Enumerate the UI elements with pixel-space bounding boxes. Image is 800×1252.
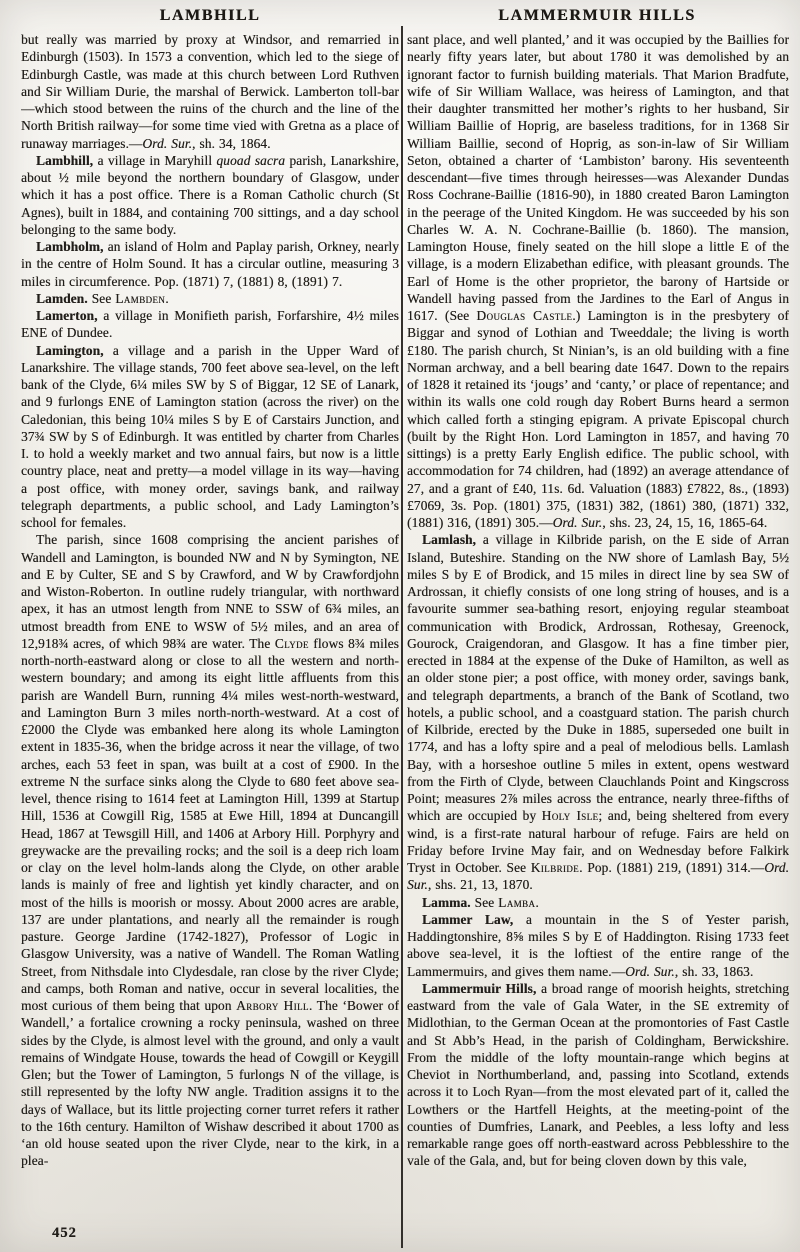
entry-headword: Lammermuir Hills, <box>422 980 537 996</box>
text-run: The parish, since 1608 comprising the ancient parishes of Wandell and Lamington, is bounded NW and N by Symington, NE and E by Culter, SE and S by Crawford, and W by Crawfordjohn and Wiston-Roberton. In outline rudely triangular, with northward apex, it has an utmost length from NNE to SSW of 6¾ miles, an utmost breadth from ENE to WSW of 5½ miles, and an area of 12,918¾ acres, of which 98¾ are water. The <box>21 532 399 651</box>
text-run: . Pop. (1881) 219, (1891) 314.— <box>579 860 765 875</box>
cross-reference: Lamba <box>498 894 536 910</box>
entry-headword: Lamlash, <box>422 532 477 548</box>
paragraph <box>21 290 399 307</box>
column-left <box>21 31 399 1227</box>
paragraph <box>407 980 789 1170</box>
entry-headword: Lambholm, <box>36 239 104 254</box>
paragraph <box>21 307 399 342</box>
text-run: a mountain in the S of Yester parish, Haddingtonshire, 8⅝ miles S by E of Haddington. Rising 1733 feet above sea-level, it is the loftiest of the entire range of the Lammermuirs, and gives them name.— <box>407 911 789 979</box>
text-run: sant place, and well planted,’ and it was occupied by the Baillies for nearly fifty years later, but about 1780 it was demolished by an ignorant factor to furnish building materials. That Marion Bradfute, wife of Sir William Wallace, was heiress of Lamington, and that their daughter transmitted her mother’s rights to her husband, Sir William Baillie of Hoprig, are baseless traditions, for in 1368 Sir William Baillie, second of Hoprig, as son-in-law of Sir William Seton, obtained a charter of ‘Lambiston’ barony. His seventeenth descendant—five times through heiresses—was Alexander Dundas Ross Cochrane-Baillie (1816-90), in 1880 created Baron Lamington in the peerage of the United Kingdom. He was succeeded by his son Charles W. A. N. Cochrane-Baillie (b. 1860). The mansion, Lamington House, finely seated on the hill slope a little E of the village, is a modern Elizabethan edifice, with pleasant grounds. The Earl of Home is the other proprietor, the barony of Hartside or Wandell having passed from the Jardines to the Earl of Angus in 1617. (See <box>407 32 789 323</box>
text-run: a broad range of moorish heights, stretching eastward from the vale of Gala Water, in the SE extremity of Midlothian, to the German Ocean at the promontories of Fast Castle and St Abb’s Head, in the parish of Coldingham, Berwickshire. From the middle of the lofty mountain-range which begins at Cheviot in Northumberland, and, passing into Scotland, extends across it to Loch Ryan—from the most elevated part of it, called the Lowthers or the Hartfell Heights, at the meeting-point of the counties of Dumfries, Lanark, and Peebles, a less lofty and less remarkable range goes off north-eastward across Pebblesshire to the vale of the Gala, and, but for being cloven down by this vale, <box>407 980 789 1169</box>
running-head-left: LAMBHILL <box>159 7 261 24</box>
text-run: parish, Lanarkshire, about ½ mile beyond the northern boundary of Glasgow, under which it has a post office. There is a Roman Catholic church (St Agnes), built in 1884, and containing 700 sittings, and a day school belonging to the same body. <box>21 152 399 237</box>
text-run: See <box>470 894 499 910</box>
cross-reference: Lambden <box>115 290 166 306</box>
cross-reference: Clyde <box>274 635 309 651</box>
text-run: a village in Maryhill <box>93 152 217 168</box>
cross-reference: Kilbride <box>530 860 580 875</box>
text-run: See <box>87 290 116 306</box>
entry-headword: Lamden. <box>36 290 88 306</box>
text-run: but really was married by proxy at Windsor, and remarried in Edinburgh (1503). In 1573 a convention, which led to the siege of Edinburgh Castle, was made at this church between Lord Ruthven and Sir William Durie, the marshal of Berwick. Lamberton toll-bar—which stood between the ruins of the church and the line of the North British railway—for some time vied with Gretna as a place of runaway marriages.— <box>21 32 399 151</box>
text-run: , shs. 23, 24, 15, 16, 1865-64. <box>602 515 768 530</box>
entry-headword: Lambhill, <box>36 152 94 168</box>
entry-headword: Lamma. <box>422 894 471 910</box>
paragraph <box>21 152 399 238</box>
paragraph <box>21 238 399 290</box>
italic-text: quoad sacra <box>216 152 285 168</box>
text-run: .) Lamington is in the presbytery of Biggar and synod of Lothian and Tweeddale; the living is worth £180. The parish church, St Ninian’s, is an old building with a fine Norman archway, and a bell bearing date 1647. Down to the repairs of 1828 it retained its ‘jougs’ and ‘canty,’ or place of repentance; and within its walls one cold rough day Robert Burns heard a sermon which called forth a stinging epigram. A private Episcopal church (built by the Right Hon. Lord Lamington in 1857, and having 70 sittings) is a pretty Early English edifice. The public school, with accommodation for 74 children, had (1892) an average attendance of 27, and a grant of £40, 11s. 6d. Valuation (1883) £7822, 8s., (1893) £7069, 3s. Pop. (1801) 375, (1831) 382, (1861) 380, (1871) 332, (1881) 316, (1891) 305.— <box>407 308 789 530</box>
italic-text: Ord. Sur. <box>142 135 193 151</box>
text-run: , shs. 21, 13, 1870. <box>427 877 533 893</box>
text-run: a village in Monifieth parish, Forfarshire, 4½ miles ENE of Dundee. <box>21 308 399 341</box>
paragraph <box>407 911 789 980</box>
text-run: a village in Kilbride parish, on the E side of Arran Island, Buteshire. Standing on the NW shore of Lamlash Bay, 5½ miles S by E of Brodick, and 15 miles in direct line by sea SW of Ardrossan, it chiefly consists of one long string of houses, and is a favourite summer sea-bathing resort, enjoying regular steamboat communication with Brodick, Ardrossan, Rothesay, Greenock, Gourock, Craigendoran, and Glasgow. It has a fine timber pier, erected in 1884 at the expense of the Duke of Hamilton, as well as an older stone pier; a post office, with money order, savings bank, and telegraph departments, a branch of the Bank of Scotland, two hotels, a public school, and a coastguard station. The parish church of Kilbride, erected by the Duke in 1885, superseded one built in 1774, and has a lofty spire and a peal of melodious bells. Lamlash Bay, with a horseshoe outline 5 miles in extent, opens westward from the Firth of Clyde, between Clauchlands Point and Kingscross Point; measures 2⅞ miles across the entrance, nearly three-fifths of which are occupied by <box>407 532 789 824</box>
text-run: . The ‘Bower of Wandell,’ a fortalice crowning a rocky peninsula, washed on three sides by the Clyde, is almost level with the ground, and only a vault remains of Windgate House, towards the head of Cowgill or Keygill Glen; but the Tower of Lamington, 5 furlongs N of the village, is still represented by the lofty NW angle. Tradition assigns it to the days of Wallace, but its little projecting corner turret refers it rather to the 16th century. Hamilton of Wishaw described it about 1700 as ‘an old house seated upon the river Clyde, near to the kirk, in a plea- <box>21 998 399 1169</box>
running-head-right: LAMMERMUIR HILLS <box>498 7 696 24</box>
italic-text: Ord. Sur. <box>407 860 789 893</box>
italic-text: Ord. Sur. <box>625 963 675 979</box>
entry-headword: Lammer Law, <box>422 911 514 927</box>
page-number: 452 <box>52 1225 77 1241</box>
text-run: , sh. 33, 1863. <box>674 963 754 979</box>
text-run: an island of Holm and Paplay parish, Orkney, nearly in the centre of Holm Sound. It has a circular outline, measuring 3 miles in circumference. Pop. (1871) 7, (1881) 8, (1891) 7. <box>21 239 399 289</box>
text-run: . <box>165 290 169 306</box>
paragraph <box>21 342 399 532</box>
entry-headword: Lamington, <box>36 342 104 358</box>
text-run: , sh. 34, 1864. <box>192 135 271 151</box>
text-run: a village and a parish in the Upper Ward of Lanarkshire. The village stands, 700 feet above sea-level, on the left bank of the Clyde, 6¼ miles SW by S of Biggar, 12 SE of Lanark, and 9 furlongs ENE of Lamington station (across the river) on the Caledonian, this being 10¼ miles S by E of Carstairs Junction, and 37¾ SW by S of Edinburgh. It was entitled by charter from Charles I. to hold a weekly market and two annual fairs, but now is a little country place, neat and pretty—a model village in its way—having a post office, with money order, savings bank, and railway telegraph departments, a public school, and Lady Lamington’s school for females. <box>21 342 399 530</box>
italic-text: Ord. Sur. <box>552 515 603 530</box>
paragraph <box>407 531 789 893</box>
entry-headword: Lamerton, <box>36 308 98 323</box>
column-right <box>407 31 789 1246</box>
cross-reference: Douglas Castle <box>476 308 573 323</box>
paragraph <box>21 531 399 1169</box>
cross-reference: Holy Isle <box>541 808 599 824</box>
paragraph <box>407 894 789 911</box>
column-divider-rule <box>401 26 403 1248</box>
cross-reference: Arbory Hill <box>236 998 309 1013</box>
paragraph <box>407 31 789 531</box>
text-run: flows 8¾ miles north-north-eastward along or close to all the western and north-western boundary; and among its eight little affluents from this parish are Wandell Burn, running 4¼ miles west-north-westward, and Lamington Burn 3 miles north-north-westward. At a cost of £2000 the Clyde was embanked here along its whole Lamington extent in 1835-36, when the bridge across it near the village, of two arches, each 53 feet in span, was built at a cost of £900. In the extreme N the surface sinks along the Clyde to 680 feet above sea-level, thence rising to 1614 feet at Lamington Hill, 1399 at Startup Hill, 1536 at Cowgill Rig, 1585 at Ewe Hill, 1894 at Duncangill Head, 1867 at Tewsgill Hill, and 1406 at Arbory Hill. Porphyry and greywacke are the prevailing rocks; and the soil is a deep rich loam or clay on the level holm-lands along the Clyde, on other arable lands is mainly of free and lightish yet kindly character, and on most of the hills is moorish or mossy. About 2000 acres are arable, 137 are under plantations, and nearly all the remainder is rough pasture. George Jardine (1742-1827), Professor of Logic in Glasgow University, was a native of Wandell. The Roman Watling Street, from Nithsdale into Clydesdale, ran close by the river Clyde; and camps, both Roman and native, occur in several localities, the most curious of them being that upon <box>21 635 399 1013</box>
text-run: ; and, being sheltered from every wind, is a first-rate natural harbour of refuge. Fairs are held on Friday before Irvine May fair, and on Wednesday before Falkirk Tryst in October. See <box>407 808 789 875</box>
text-run: . <box>535 894 539 910</box>
paragraph <box>21 31 399 152</box>
